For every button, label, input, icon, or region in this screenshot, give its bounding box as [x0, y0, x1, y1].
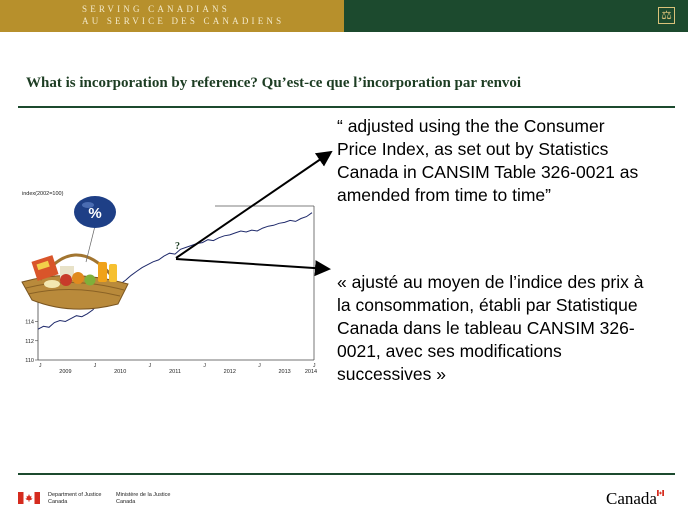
department-name-en-line2: Canada	[48, 499, 68, 505]
department-name-fr-line2: Canada	[116, 499, 136, 505]
y-tick-label: 110	[25, 358, 34, 364]
x-month-marker: J	[148, 363, 152, 369]
arrow-to-french-quote	[176, 259, 329, 269]
x-ticks	[39, 363, 317, 375]
y-axis-label: index(2002=100)	[22, 191, 64, 197]
french-quote: « ajusté au moyen de l’indice des prix à la consommation, établi par Statistique Canada dans le tableau CANSIM 326-0021, avec ses modifications successives »	[337, 272, 644, 384]
x-month-marker: J	[93, 363, 97, 369]
x-year-label: 2010	[114, 369, 127, 375]
balloon-string	[86, 226, 95, 262]
justice-emblem-icon: ⚖	[658, 7, 675, 24]
juice-bottle-icon	[98, 262, 107, 282]
x-month-marker: J	[258, 363, 261, 369]
y-tick-label: 112	[25, 338, 34, 345]
balloon-percent-symbol: %	[88, 205, 102, 222]
banner-line-2: AU SERVICE DES CANADIENS	[82, 16, 285, 26]
english-quote: “ adjusted using the the Consumer Price Index, as set out by Statistics Canada in CANSIM Table 326-0021 as amended from time to time”	[337, 116, 639, 205]
department-name-fr-line1: Ministère de la Justice	[116, 492, 171, 498]
x-year-label: 2009	[59, 369, 72, 375]
footer-divider	[18, 473, 675, 475]
y-tick-label: 114	[25, 319, 34, 326]
x-year-label: 2011	[169, 369, 181, 375]
wordmark-flag-icon	[657, 490, 664, 496]
department-name-english	[48, 492, 102, 506]
bread-icon	[44, 280, 60, 288]
x-month-marker: J	[203, 363, 206, 369]
x-year-label: 2012	[223, 369, 236, 375]
banner-line-1: SERVING CANADIANS	[82, 4, 230, 14]
x-month-marker: J	[313, 363, 316, 369]
department-name-en-line1: Department of Justice	[48, 492, 102, 498]
y-ticks	[25, 320, 38, 365]
grocery-basket-illustration	[22, 255, 128, 309]
canada-flag-icon	[18, 492, 40, 504]
apple-icon	[60, 274, 72, 286]
cpi-series-line	[38, 213, 312, 330]
juice-bottle-icon	[109, 264, 117, 282]
x-year-label: 2013	[278, 369, 291, 375]
percent-balloon-illustration	[74, 196, 116, 262]
question-mark: ?	[175, 241, 180, 252]
arrow-to-english-quote	[176, 152, 331, 258]
department-name-french	[116, 492, 170, 506]
orange-icon	[72, 272, 84, 284]
x-month-marker: J	[39, 363, 42, 369]
x-year-label: 2014	[304, 369, 318, 375]
pear-icon	[85, 275, 96, 286]
canada-wordmark: Canada	[606, 489, 657, 508]
slide-title: What is incorporation by reference? Qu’est-ce que l’incorporation par renvoi	[26, 75, 522, 91]
